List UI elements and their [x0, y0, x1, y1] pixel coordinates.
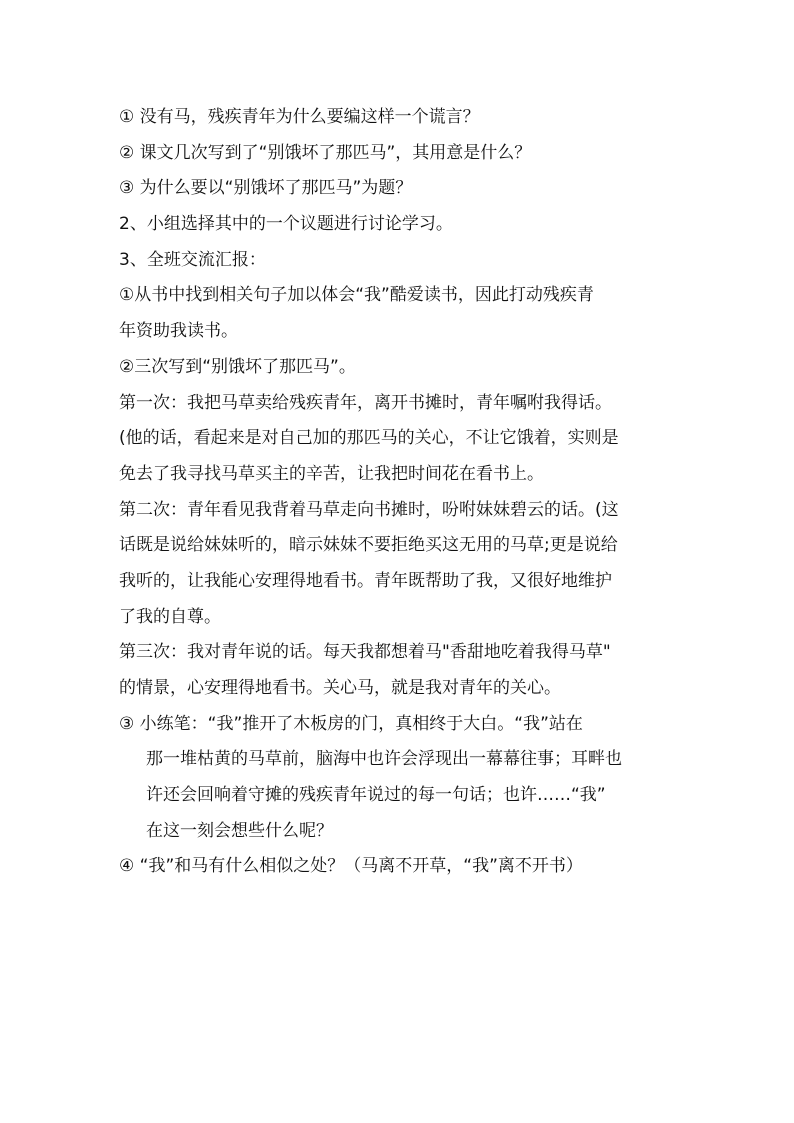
second-time-line-2: 话既是说给妹妹听的，暗示妹妹不要拒绝买这无用的马草;更是说给 [119, 535, 618, 556]
report-point-1-line-1: ①从书中找到相关句子加以体会“我”酷爱读书，因此打动残疾青 [119, 285, 594, 306]
writing-exercise-line-2: 那一堆枯黄的马草前，脑海中也许会浮现出一幕幕往事；耳畔也 [146, 749, 622, 770]
writing-exercise-line-4: 在这一刻会想些什么呢？ [146, 820, 333, 841]
first-time-line-3: 免去了我寻找马草买主的辛苦，让我把时间花在看书上。 [119, 463, 544, 484]
question-2: ② 课文几次写到了“别饿坏了那匹马”，其用意是什么？ [119, 142, 532, 163]
step-3: 3、全班交流汇报： [119, 249, 266, 270]
first-time-line-2: (他的话，看起来是对自己加的那匹马的关心，不让它饿着，实则是 [119, 428, 619, 449]
report-point-1-line-2: 年资助我读书。 [119, 321, 238, 342]
step-2: 2、小组选择其中的一个议题进行讨论学习。 [119, 214, 453, 235]
question-3: ③ 为什么要以“别饿坏了那匹马”为题？ [119, 178, 413, 199]
second-time-line-3: 我听的，让我能心安理得地看书。青年既帮助了我，又很好地维护 [119, 570, 612, 591]
third-time-line-1: 第三次：我对青年说的话。每天我都想着马"香甜地吃着我得马草" [119, 642, 611, 663]
second-time-line-4: 了我的自尊。 [119, 606, 221, 627]
second-time-line-1: 第二次：青年看见我背着马草走向书摊时，吩咐妹妹碧云的话。(这 [119, 499, 619, 520]
writing-exercise-line-1: ③ 小练笔：“我”推开了木板房的门，真相终于大白。“我”站在 [119, 713, 583, 734]
similarity-question: ④ “我”和马有什么相似之处？（马离不开草，“我”离不开书） [119, 856, 583, 877]
first-time-line-1: 第一次：我把马草卖给残疾青年，离开书摊时，青年嘱咐我得话。 [119, 392, 612, 413]
report-point-2: ②三次写到“别饿坏了那匹马”。 [119, 356, 356, 377]
question-1: ① 没有马，残疾青年为什么要编这样一个谎言？ [119, 107, 480, 127]
third-time-line-2: 的情景，心安理得地看书。关心马，就是我对青年的关心。 [119, 678, 561, 698]
writing-exercise-line-3: 许还会回响着守摊的残疾青年说过的每一句话；也许……“我” [146, 785, 606, 806]
document-body [119, 100, 679, 885]
